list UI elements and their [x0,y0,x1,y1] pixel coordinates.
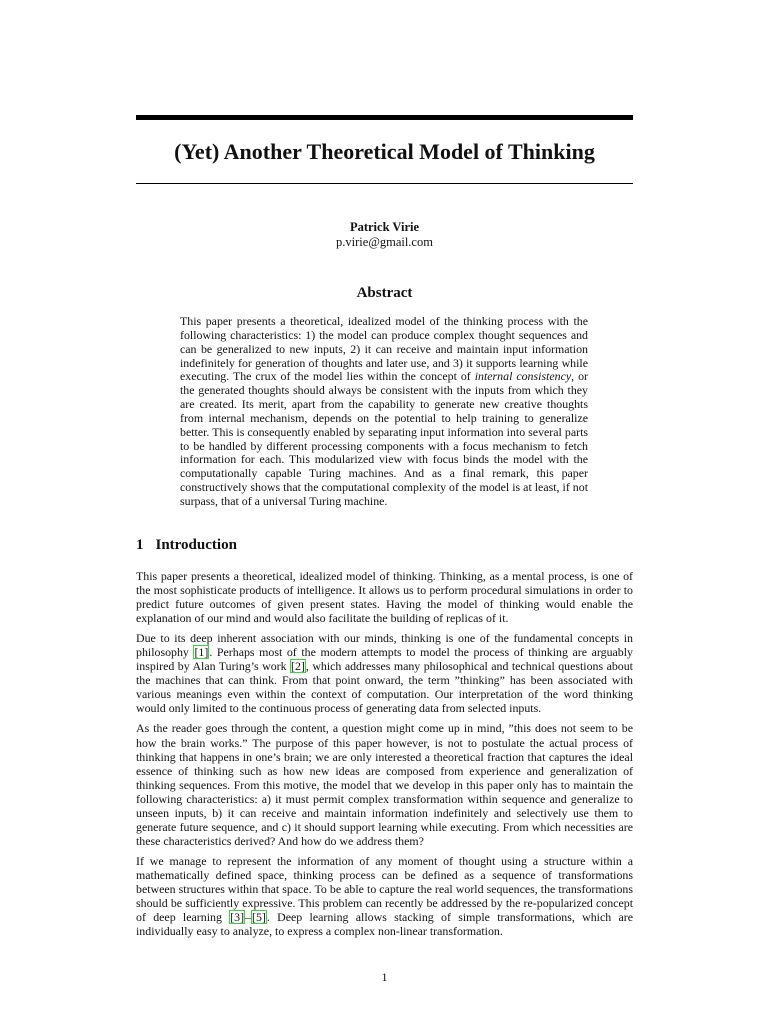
intro-paragraph-3: As the reader goes through the content, a question might come up in mind, ”this does not seem to be how the brain works.” The purpose of this paper however, is not to postulate the actual process of thinking that happens in one’s brain; we are only interested a theoretical fraction that captures the ideal essence of thinking such as how new ideas are composed from experience and generalization of thinking sequences. From this motive, the model that we develop in this paper only has to maintain the following characteristics: a) it must permit complex transformation within sequence and generalize to unseen inputs, b) it can receive and maintain information indefinitely and selectively use them to generate future sequence, and c) it should support learning while executing. From which necessities are these characteristics derived? And how do we address them? [136,721,633,848]
abstract-text-part-2: , or the generated thoughts should always be consistent with the inputs from which they are created. Its merit, apart from the capability to generate new creative thoughts from internal mechanism, depends on the potential to help training to generalize better. This is consequently enabled by separating input information into several parts to be handled by different processing components with a focus mechanism to fetch information for each. This modularized view with focus binds the model with the computationally capable Turing machines. And as a final remark, this paper constructively shows that the computational complexity of the model is at least, if not surpass, that of a universal Turing machine. [180,369,589,508]
intro-paragraph-2 [136,631,633,715]
section-title: Introduction [155,537,237,553]
introduction-body [136,569,633,944]
citation-link-1[interactable]: [1] [194,645,209,660]
citation-link-5[interactable]: [5] [252,910,266,925]
intro-paragraph-4 [136,854,633,938]
abstract-text-part-1: This paper presents a theoretical, idealized model of the thinking process with the following characteristics: 1) the model can produce complex thought sequences and can be generalized to new inputs, 2) it can receive and maintain input information indefinitely for generation of thoughts and later use, and 3) it supports learning while executing. The crux of the model lies within the concept of [180,314,588,384]
abstract-heading: Abstract [356,285,413,301]
citation-link-3[interactable]: [3] [230,910,245,925]
author-block [136,220,633,250]
author-email: p.virie@gmail.com [336,235,433,249]
paper-title: (Yet) Another Theoretical Model of Thinking [174,139,595,164]
abstract-emphasis: internal consistency [474,369,572,384]
author-name: Patrick Virie [349,220,420,234]
section-number: 1 [136,537,144,553]
title-bottom-rule [136,183,633,184]
intro-p4-text-a: If we manage to represent the information of any moment of thought using a structure within a mathematically defined space, thinking process can be defined as a sequence of transformations between structures within that space. To be able to capture the real world sequences, the transformations should be sufficiently expressive. This problem can recently be addressed by the re-popularized concept of deep learning [136,853,633,925]
intro-p4-text-b: . Deep learning allows stacking of simple transformations, which are individually easy to analyze, to express a complex non-linear transformation. [136,910,633,939]
citation-link-2[interactable]: [2] [291,659,305,674]
intro-p2-text-a: Due to its deep inherent association with our minds, thinking is one of the fundamental concepts in philosophy [136,631,633,660]
abstract-paragraph [180,315,588,509]
intro-p2-text-c: , which addresses many philosophical and technical questions about the machines that can think. From that point onward, the term ”thinking” has been associated with various meanings even within the context of computation. Our interpretation of the word thinking would only limited to the continuous process of generating data from selected inputs. [136,659,633,716]
page-number: 1 [381,970,388,984]
citation-range-dash: – [245,910,252,925]
title-top-rule [136,115,633,120]
intro-p2-text-b: . Perhaps most of the modern attempts to model the process of thinking are arguably inspired by Alan Turing’s work [136,645,633,674]
abstract-body [180,315,588,509]
section-heading [136,536,237,554]
intro-paragraph-1: This paper presents a theoretical, idealized model of thinking. Thinking, as a mental process, is one of the most sophisticate products of intelligence. It allows us to perform procedural simulations in order to predict future outcomes of given present states. Having the model of thinking would enable the explanation of our mind and would also facilitate the building of replicas of it. [136,569,633,626]
